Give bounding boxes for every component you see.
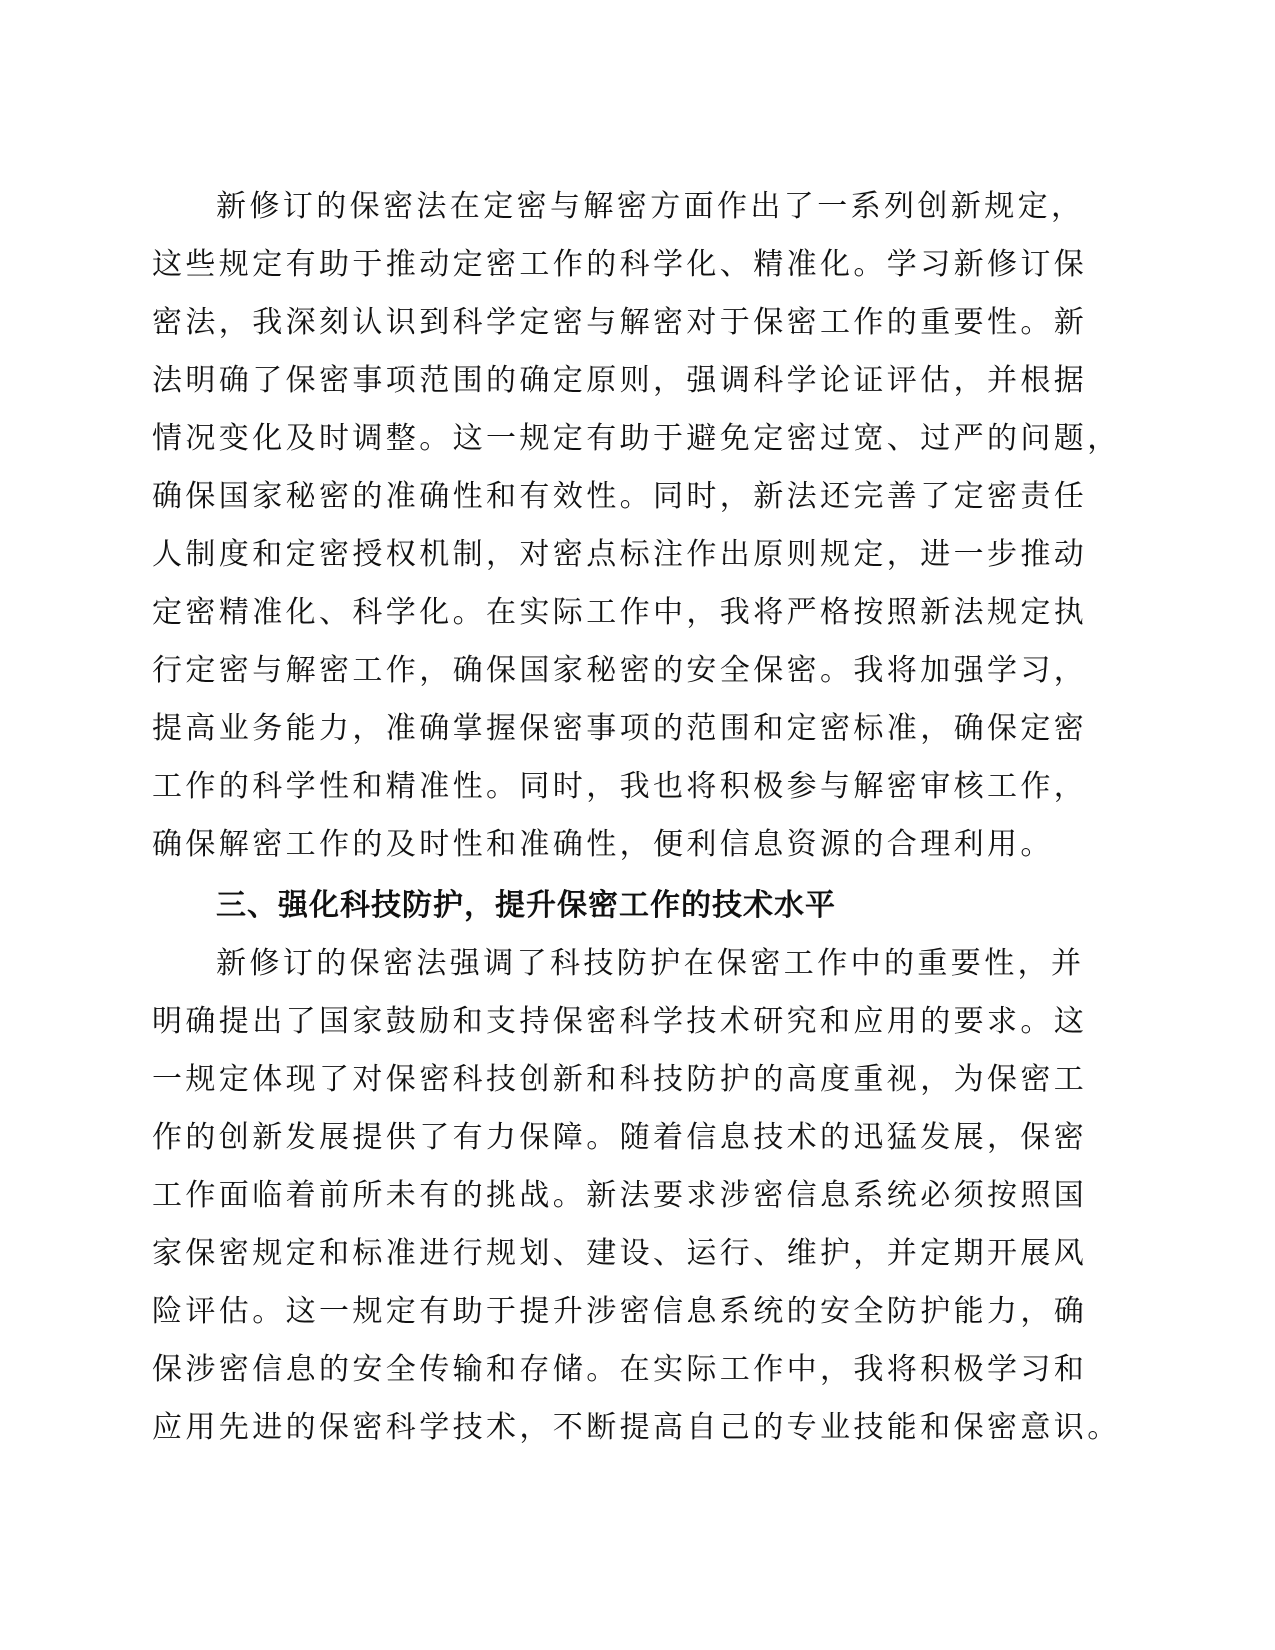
paragraph-line: 作的创新发展提供了有力保障。随着信息技术的迅猛发展，保密 xyxy=(152,1120,1088,1155)
paragraph-line: 人制度和定密授权机制，对密点标注作出原则规定，进一步推动 xyxy=(152,537,1088,572)
paragraph-line: 确保解密工作的及时性和准确性，便利信息资源的合理利用。 xyxy=(152,827,1054,862)
paragraph-line: 密法，我深刻认识到科学定密与解密对于保密工作的重要性。新 xyxy=(152,305,1088,340)
paragraph-line: 明确提出了国家鼓励和支持保密科学技术研究和应用的要求。这 xyxy=(152,1004,1088,1039)
section-3-heading: 三、强化科技防护，提升保密工作的技术水平 xyxy=(216,888,836,923)
paragraph-line: 提高业务能力，准确掌握保密事项的范围和定密标准，确保定密 xyxy=(152,711,1088,746)
paragraph-line: 险评估。这一规定有助于提升涉密信息系统的安全防护能力，确 xyxy=(152,1294,1088,1329)
paragraph-line: 新修订的保密法强调了科技防护在保密工作中的重要性，并 xyxy=(216,946,1085,981)
paragraph-line: 情况变化及时调整。这一规定有助于避免定密过宽、过严的问题， xyxy=(152,421,1121,456)
paragraph-technology-protection xyxy=(152,935,1121,1457)
paragraph-line: 应用先进的保密科学技术，不断提高自己的专业技能和保密意识。 xyxy=(152,1410,1121,1445)
paragraph-line: 一规定体现了对保密科技创新和科技防护的高度重视，为保密工 xyxy=(152,1062,1088,1097)
paragraph-line: 行定密与解密工作，确保国家秘密的安全保密。我将加强学习， xyxy=(152,653,1088,688)
paragraph-line: 确保国家秘密的准确性和有效性。同时，新法还完善了定密责任 xyxy=(152,479,1088,514)
paragraph-line: 保涉密信息的安全传输和存储。在实际工作中，我将积极学习和 xyxy=(152,1352,1088,1387)
paragraph-line: 新修订的保密法在定密与解密方面作出了一系列创新规定， xyxy=(216,189,1085,224)
paragraph-line: 定密精准化、科学化。在实际工作中，我将严格按照新法规定执 xyxy=(152,595,1088,630)
section-heading xyxy=(152,877,1102,935)
paragraph-line: 这些规定有助于推动定密工作的科学化、精准化。学习新修订保 xyxy=(152,247,1088,282)
paragraph-line: 工作的科学性和精准性。同时，我也将积极参与解密审核工作， xyxy=(152,769,1088,804)
paragraph-declassification xyxy=(152,178,1121,874)
paragraph-line: 家保密规定和标准进行规划、建设、运行、维护，并定期开展风 xyxy=(152,1236,1088,1271)
paragraph-line: 法明确了保密事项范围的确定原则，强调科学论证评估，并根据 xyxy=(152,363,1088,398)
paragraph-line: 工作面临着前所未有的挑战。新法要求涉密信息系统必须按照国 xyxy=(152,1178,1088,1213)
